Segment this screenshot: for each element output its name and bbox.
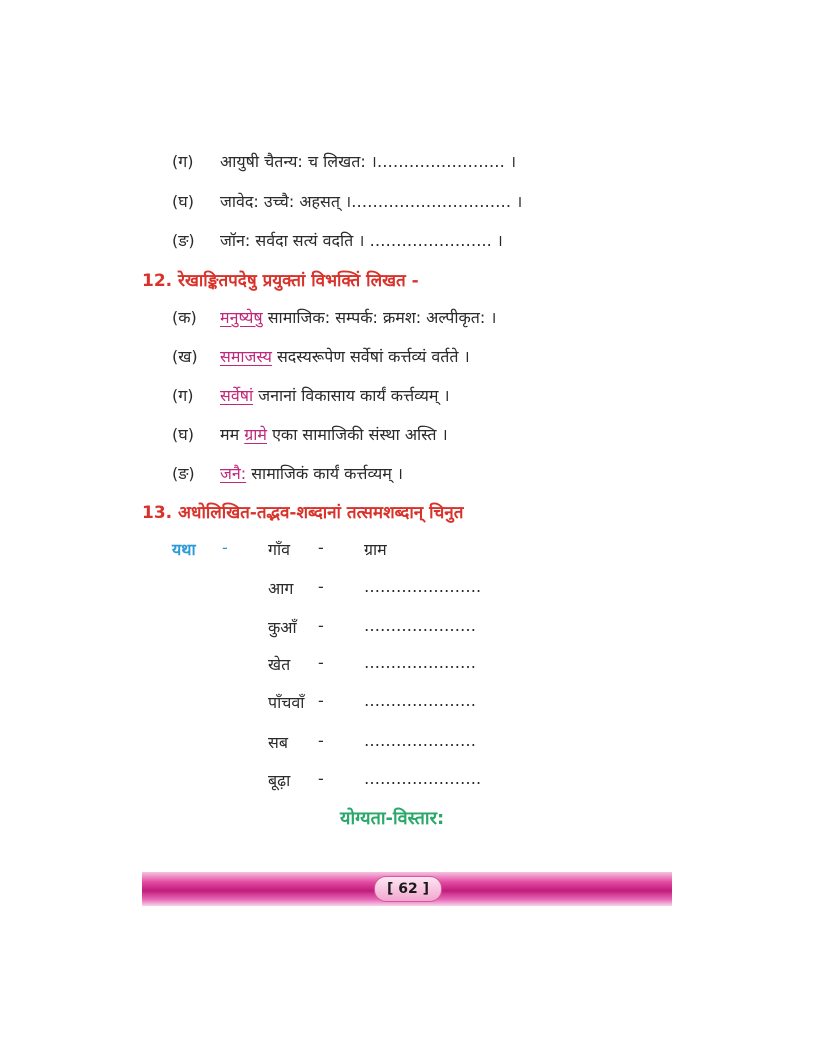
page-number: [ 62 ] bbox=[374, 876, 442, 902]
item-label: (घ) bbox=[172, 425, 194, 444]
word-row bbox=[268, 616, 488, 640]
item-text: सदस्यरूपेण सर्वेषां कर्त्तव्यं वर्तते । bbox=[271, 347, 470, 366]
row-dash: - bbox=[318, 538, 324, 557]
item-label: (ग) bbox=[172, 386, 194, 405]
item-text: सामाजिक: सम्पर्क: क्रमश: अल्पीकृत: । bbox=[262, 308, 497, 327]
section-title: योग्यता-विस्तार: bbox=[340, 808, 445, 829]
item-label: (क) bbox=[172, 308, 197, 327]
tadbhava-word: पाँचवाँ bbox=[268, 693, 305, 712]
answer-blank: ………………… bbox=[364, 731, 476, 750]
tadbhava-word: सब bbox=[268, 733, 288, 752]
item-label: (घ) bbox=[172, 192, 194, 211]
row-dash: - bbox=[318, 691, 324, 710]
item-text: जॉन: सर्वदा सत्यं वदति । bbox=[220, 231, 365, 250]
item-text: जनानां विकासाय कार्यं कर्त्तव्यम् । bbox=[253, 386, 450, 405]
underlined-word: जनै: bbox=[220, 464, 247, 483]
row-dash: - bbox=[318, 769, 324, 788]
word-row bbox=[268, 691, 488, 715]
item-text-before: मम bbox=[220, 425, 245, 444]
example-dash: - bbox=[222, 538, 228, 557]
item-label: (ग) bbox=[172, 152, 194, 171]
word-row bbox=[268, 769, 488, 793]
answer-blank: …………………. bbox=[364, 577, 482, 596]
answer-blank: ………………….. । bbox=[369, 231, 503, 250]
tadbhava-word: आग bbox=[268, 579, 294, 598]
question-13-heading: 13. अधोलिखित-तद्भव-शब्दानां तत्समशब्दान् चिनुत bbox=[142, 503, 464, 523]
tadbhava-word: कुआँ bbox=[268, 618, 297, 637]
row-dash: - bbox=[318, 653, 324, 672]
answer-blank: …………………… । bbox=[376, 152, 517, 171]
item-label: (ङ) bbox=[172, 464, 195, 483]
word-row bbox=[268, 538, 488, 562]
row-dash: - bbox=[318, 616, 324, 635]
item-text: आयुषी चैतन्य: च लिखत: । bbox=[220, 152, 377, 171]
underlined-word: ग्रामे bbox=[244, 425, 267, 444]
tadbhava-word: बूढ़ा bbox=[268, 771, 291, 790]
word-row bbox=[268, 577, 488, 601]
word-row bbox=[268, 653, 488, 677]
word-row bbox=[268, 731, 488, 755]
question-12-heading: 12. रेखाङ्कितपदेषु प्रयुक्तां विभक्तिं लिखत - bbox=[142, 271, 419, 291]
underlined-word: मनुष्येषु bbox=[220, 308, 263, 327]
tadbhava-word: खेत bbox=[268, 655, 291, 674]
example-label: यथा bbox=[172, 540, 196, 559]
underlined-word: सर्वेषां bbox=[220, 386, 254, 405]
item-text: सामाजिकं कार्यं कर्त्तव्यम् । bbox=[246, 464, 403, 483]
item-text: जावेद: उच्चै: अहसत् । bbox=[220, 192, 352, 211]
row-dash: - bbox=[318, 577, 324, 596]
answer-blank: …………………. bbox=[364, 769, 482, 788]
item-text: एका सामाजिकी संस्था अस्ति । bbox=[266, 425, 448, 444]
tadbhava-word: गाँव bbox=[268, 540, 291, 559]
answer-blank: ………………… bbox=[364, 653, 476, 672]
underlined-word: समाजस्य bbox=[220, 347, 272, 366]
row-dash: - bbox=[318, 731, 324, 750]
tatsama-answer: ग्राम bbox=[364, 540, 387, 559]
item-label: (ख) bbox=[172, 347, 198, 366]
item-label: (ङ) bbox=[172, 231, 195, 250]
answer-blank: ………………………… । bbox=[351, 192, 523, 211]
answer-blank: ………………… bbox=[364, 691, 476, 710]
answer-blank: ………………… bbox=[364, 616, 476, 635]
